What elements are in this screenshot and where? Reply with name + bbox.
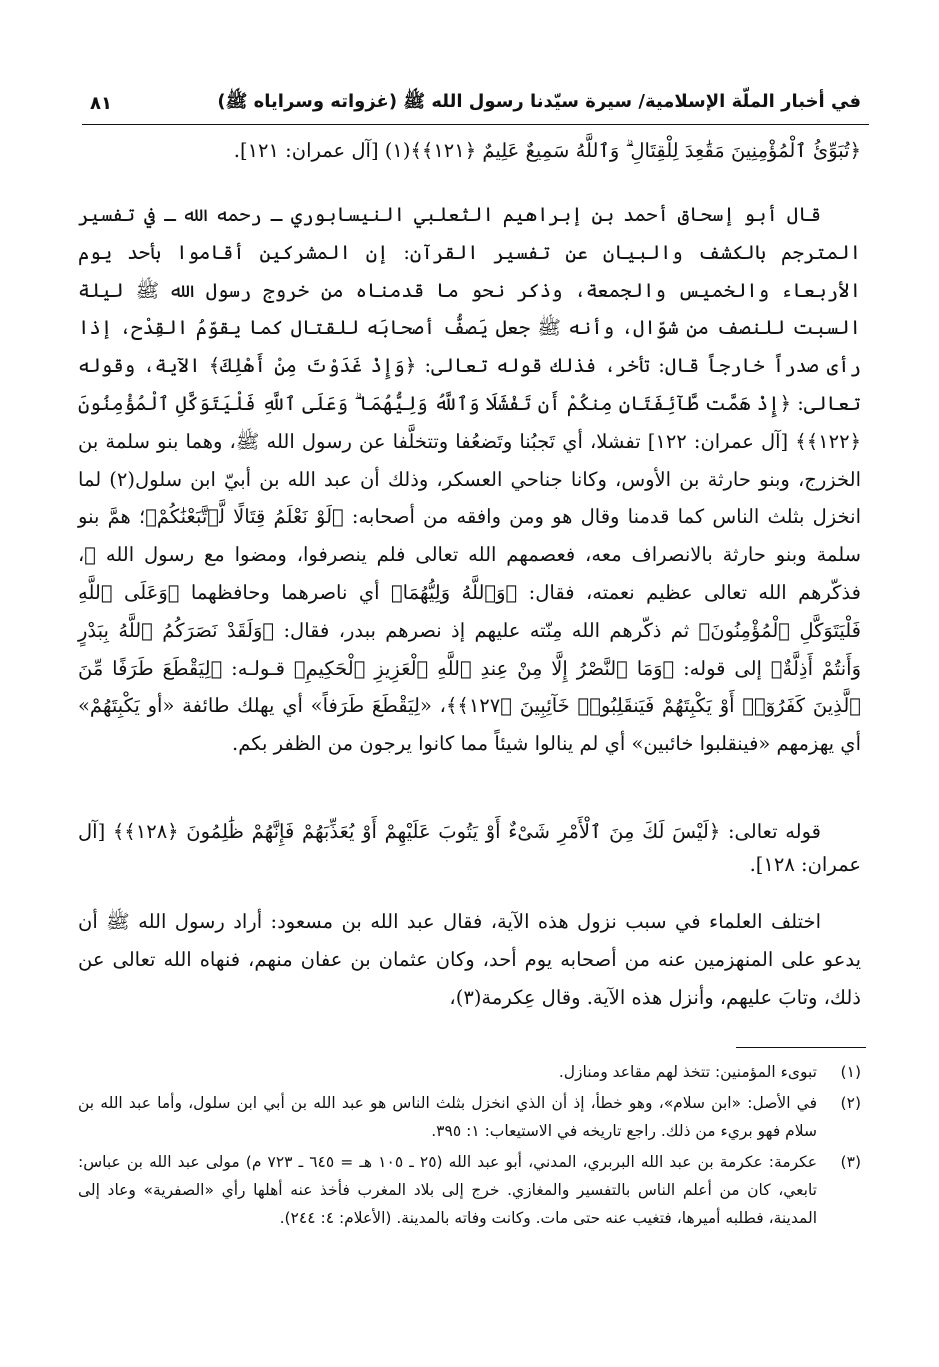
- footnote-number: (٣): [840, 1153, 861, 1171]
- verse-128-paragraph: قوله تعالى: ﴿لَيْسَ لَكَ مِنَ ٱلْأَمْرِ شَىْءٌ أَوْ يَتُوبَ عَلَيْهِمْ أَوْ يُعَذِّبَهُمْ فَإِنَّهُمْ ظَٰلِمُونَ ﴿١٢٨﴾﴾ [آل عمران: ١٢٨].: [78, 820, 861, 876]
- revelation-cause-paragraph: اختلف العلماء في سبب نزول هذه الآية، فقال عبد الله بن مسعود: أراد رسول الله ﷺ أن يدعو على المنهزمين عنه من أصحابه يوم أحد، وكان عثمان بن عفان منهم، فنهاه الله تعالى عن ذلك، وتابَ عليهم، وأنزل هذه الآية. وقال عِكرمة(٣)،: [78, 910, 861, 1009]
- footnotes: [78, 1058, 861, 1235]
- footnote-number: (٢): [840, 1094, 861, 1112]
- footnote-2: [78, 1089, 861, 1145]
- header-divider: [82, 124, 869, 125]
- verse-121-paragraph: ﴿تُبَوِّئُ ٱلْمُؤْمِنِينَ مَقَٰعِدَ لِلْقِتَالِ ۗ وَٱللَّهُ سَمِيعٌ عَلِيمٌ ﴿١٢١﴾﴾(١) [آل عمران: ١٢١].: [233, 139, 861, 162]
- footnote-number: (١): [840, 1063, 861, 1081]
- page-number: ٨١: [90, 92, 112, 114]
- footnote-3: [78, 1148, 861, 1232]
- footnote-1: [78, 1058, 861, 1086]
- footnote-text: تبوىء المؤمنين: تتخذ لهم مقاعد ومنازل.: [558, 1063, 817, 1081]
- footnote-divider: [736, 1047, 866, 1048]
- running-header: [90, 86, 861, 120]
- thalabi-tafsir-paragraph: قال أبو إسحاق أحمد بن إبراهيم الثعلبي النيسابوري ـ رحمه الله ـ في تفسير المترجم بالكشف والبيان عن تفسير القرآن: إن المشركين أقاموا بأحد يوم الأربعاء والخميس والجمعة، وذكر نحو ما قدمناه من خروج رسول الله ﷺ ليلة السبت للنصف من شوّال، وأنه ﷺ جعل يَصفُّ أصحابَه للقتال كما يقوّمُ القِدْح، إذا رأى صدراً خارجاً قال: تأخر، فذلك قوله تعالى: ﴿وَإِذْ غَدَوْتَ مِنْ أَهْلِكَ﴾ الآية، وقوله تعالى: ﴿إِذْ هَمَّت طَّآئِفَتَانِ مِنكُمْ أَن تَفْشَلَا وَٱللَّهُ وَلِيُّهُمَا ۗ وَعَلَى ٱللَّهِ فَلْيَتَوَكَّلِ ٱلْمُؤْمِنُونَ ﴿١٢٢﴾﴾ [آل عمران: ١٢٢] تفشلا، أي تَجبُنا وتَضعُفا وتتخلَّفا عن رسول الله ﷺ، وهما بنو سلمة بن الخزرج، وبنو حارثة بن الأوس، وكانا جناحي العسكر، وذلك أن عبد الله بن أبيّ ابن سلول(٢) لما انخزل بثلث الناس كما قدمنا وقال هو ومن وافقه من أصحابه: ﴿لَوْ نَعْلَمُ قِتَالًا لَّٱتَّبَعْنَٰكُمْ﴾؛ همَّ بنو سلمة وبنو حارثة بالانصراف معه، فعصمهم الله تعالى فلم ينصرفوا، ومضوا مع رسول الله ﷺ، فذكّرهم الله تعالى عظيم نعمته، فقال: ﴿وَٱللَّهُ وَلِيُّهُمَا﴾ أي ناصرهما وحافظهما ﴿وَعَلَى ٱللَّهِ فَلْيَتَوَكَّلِ ٱلْمُؤْمِنُونَ﴾ ثم ذكّرهم الله مِنّته عليهم إذ نصرهم ببدر، فقال: ﴿وَلَقَدْ نَصَرَكُمُ ٱللَّهُ بِبَدْرٍ وَأَنتُمْ أَذِلَّةٌ﴾ إلى قوله: ﴿وَمَا ٱلنَّصْرُ إِلَّا مِنْ عِندِ ٱللَّهِ ٱلْعَزِيزِ ٱلْحَكِيمِ﴾ قـولـه: ﴿لِيَقْطَعَ طَرَفًا مِّنَ ٱلَّذِينَ كَفَرُوٓا۟ أَوْ يَكْبِتَهُمْ فَيَنقَلِبُوا۟ خَآئِبِينَ ﴿١٢٧﴾﴾، «لِيَقْطَعَ طَرَفاً» أي يهلك طائفة «أو يَكْبِتَهُمْ» أي يهزمهم «فينقلبوا خائبين» أي لم ينالوا شيئاً مما كانوا يرجون من الظفر بكم.: [78, 203, 861, 756]
- footnote-text: في الأصل: «ابن سلام»، وهو خطأ، إذ أن الذي انخزل بثلث الناس هو عبد الله بن أبي ابن سلول، وأما عبد الله بن سلام فهو بريء من ذلك. راجع تاريخه في الاستيعاب: ١: ٣٩٥.: [78, 1094, 817, 1140]
- header-title: في أخبار الملّة الإسلامية/ سيرة سيّدنا رسول الله ﷺ (غزواته وسراياه ﷺ): [217, 91, 861, 112]
- footnote-text: عكرمة: عكرمة بن عبد الله البربري، المدني، أبو عبد الله (٢٥ ـ ١٠٥ هـ = ٦٤٥ ـ ٧٢٣ م) مولى عبد الله بن عباس: تابعي، كان من أعلم الناس بالتفسير والمغازي. خرج إلى بلاد المغرب فأخذ عنه أهلها رأي «الصفرية» وعاد إلى المدينة، فطلبه أميرها، فتغيب عنه حتى مات. وكانت وفاته بالمدينة. (الأعلام: ٤: ٢٤٤).: [78, 1153, 817, 1227]
